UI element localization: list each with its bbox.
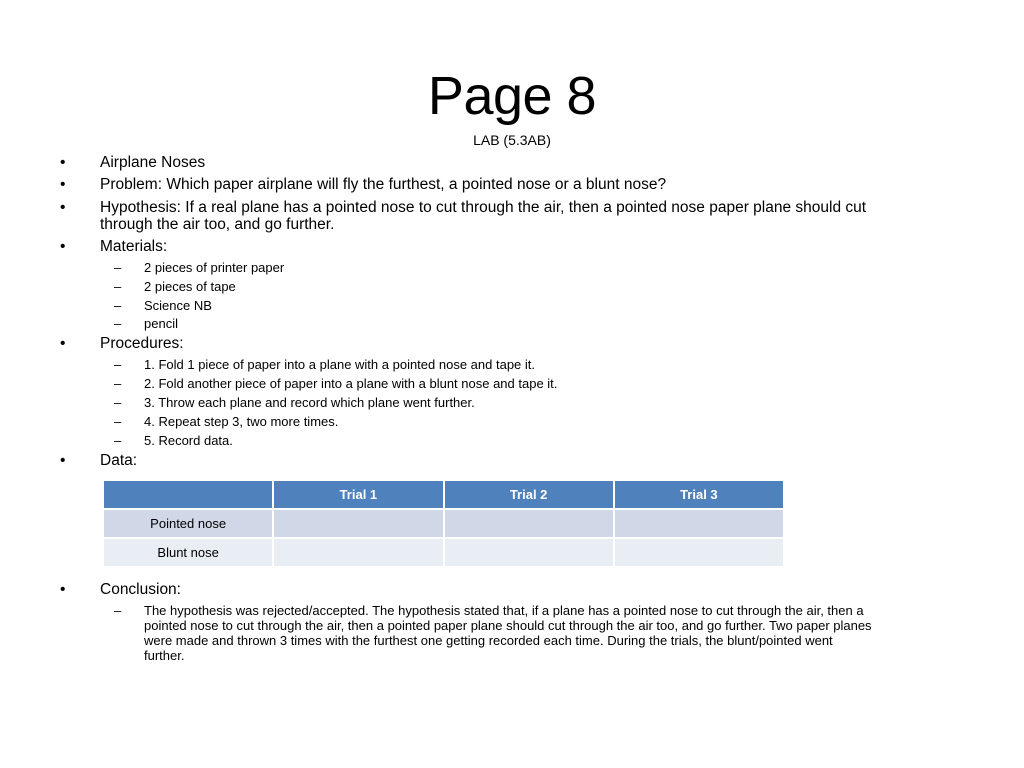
bullet-data: • Data: xyxy=(100,452,980,469)
table-cell xyxy=(273,538,443,567)
bullet-procedures: • Procedures: xyxy=(100,335,980,352)
procedure-item: – 2. Fold another piece of paper into a plane with a blunt nose and tape it. xyxy=(144,376,974,391)
bullet-hypothesis xyxy=(100,199,980,233)
table-header-cell xyxy=(103,480,273,509)
row-label: Blunt nose xyxy=(103,538,273,567)
conclusion-line: further. xyxy=(144,648,185,663)
materials-item: – pencil xyxy=(144,316,974,331)
hypothesis-line-1: Hypothesis: If a real plane has a pointed nose to cut through the air, then a pointed nose paper plane should cut xyxy=(100,199,867,216)
table-cell xyxy=(273,509,443,538)
table-cell xyxy=(444,538,614,567)
bullet-airplane-noses: • Airplane Noses xyxy=(100,154,980,171)
table-cell xyxy=(444,509,614,538)
procedure-item: – 1. Fold 1 piece of paper into a plane with a pointed nose and tape it. xyxy=(144,357,974,372)
bullet-conclusion: • Conclusion: xyxy=(100,581,980,598)
table-row xyxy=(103,509,784,538)
table-cell xyxy=(614,509,784,538)
materials-item: – 2 pieces of printer paper xyxy=(144,260,974,275)
table-header-cell: Trial 3 xyxy=(614,480,784,509)
table-header-cell: Trial 1 xyxy=(273,480,443,509)
conclusion-line: were made and thrown 3 times with the furthest one getting recorded each time. During the trials, the blunt/pointed went xyxy=(144,633,833,648)
slide-title: Page 8 xyxy=(427,66,597,126)
materials-item: – 2 pieces of tape xyxy=(144,279,974,294)
materials-item: – Science NB xyxy=(144,298,974,313)
table-header-cell: Trial 2 xyxy=(444,480,614,509)
bullet-problem: • Problem: Which paper airplane will fly the furthest, a pointed nose or a blunt nose? xyxy=(100,176,980,193)
procedure-item: – 5. Record data. xyxy=(144,433,974,448)
table-row xyxy=(103,538,784,567)
table-header-row xyxy=(103,480,784,509)
hypothesis-line-2: through the air too, and go further. xyxy=(100,216,335,233)
bullet-materials: • Materials: xyxy=(100,238,980,255)
row-label: Pointed nose xyxy=(103,509,273,538)
table-cell xyxy=(614,538,784,567)
slide-subtitle: LAB (5.3AB) xyxy=(473,132,551,148)
conclusion-text xyxy=(144,603,974,663)
data-table xyxy=(102,479,785,568)
conclusion-line: pointed nose to cut through the air, then a pointed paper plane should cut through the air too, and go further. Two paper planes xyxy=(144,618,872,633)
procedure-item: – 4. Repeat step 3, two more times. xyxy=(144,414,974,429)
conclusion-line: The hypothesis was rejected/accepted. The hypothesis stated that, if a plane has a pointed nose to cut through the air, then a xyxy=(144,603,864,618)
procedure-item: – 3. Throw each plane and record which plane went further. xyxy=(144,395,974,410)
